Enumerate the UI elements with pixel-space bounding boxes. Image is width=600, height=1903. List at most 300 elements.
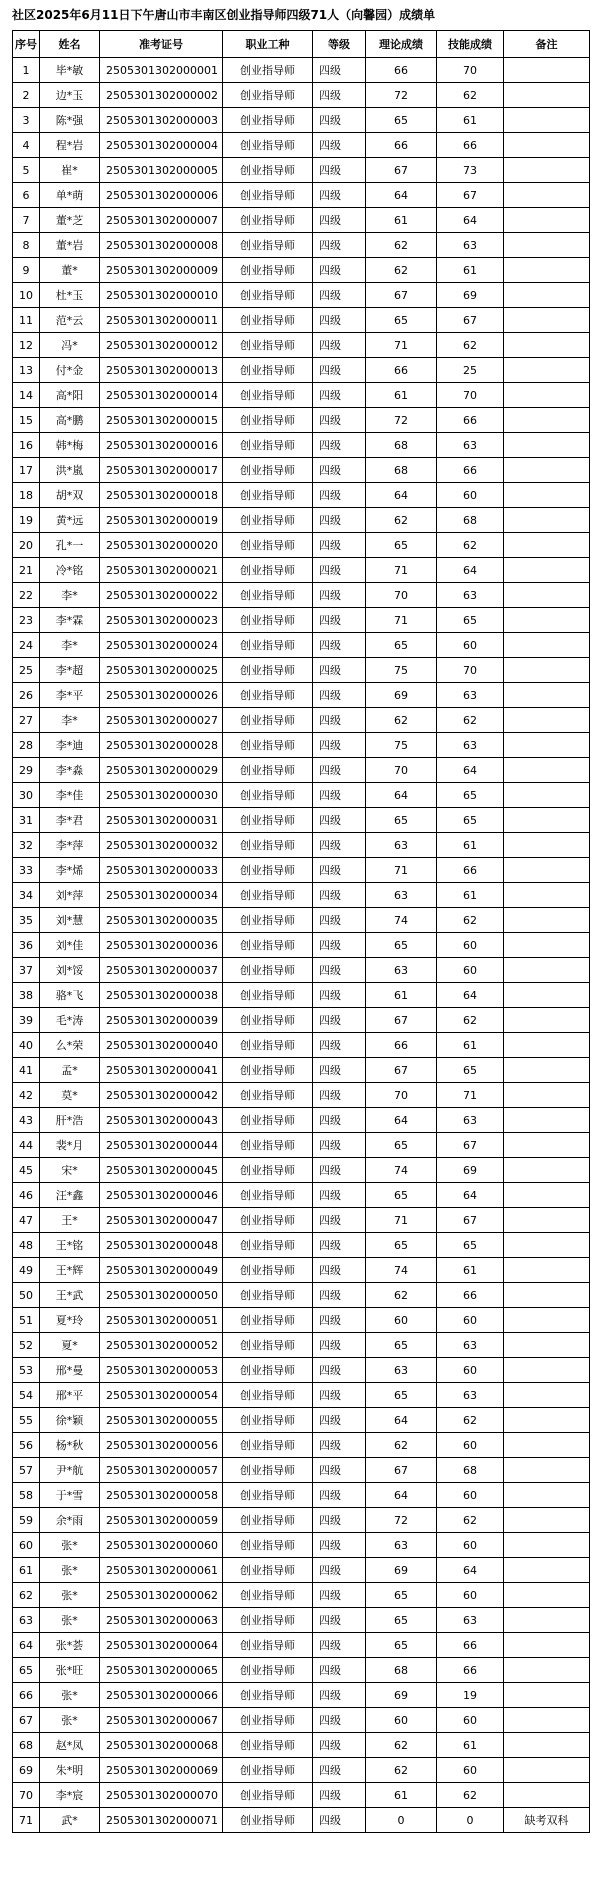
theory-score-cell: 0 xyxy=(366,1808,437,1833)
occupation-cell: 创业指导师 xyxy=(223,958,313,983)
theory-score-cell: 72 xyxy=(366,408,437,433)
seq-cell: 39 xyxy=(13,1008,40,1033)
table-row xyxy=(13,1233,590,1258)
occupation-cell: 创业指导师 xyxy=(223,408,313,433)
table-row xyxy=(13,308,590,333)
occupation-cell: 创业指导师 xyxy=(223,758,313,783)
theory-score-cell: 67 xyxy=(366,283,437,308)
name-cell: 李* xyxy=(40,708,100,733)
level-cell: 四级 xyxy=(313,1658,366,1683)
theory-score-cell: 66 xyxy=(366,1033,437,1058)
table-row xyxy=(13,1808,590,1833)
name-cell: 单*萌 xyxy=(40,183,100,208)
theory-score-cell: 65 xyxy=(366,633,437,658)
level-cell: 四级 xyxy=(313,408,366,433)
table-row xyxy=(13,433,590,458)
name-cell: 刘*萍 xyxy=(40,883,100,908)
ticket-number-cell: 2505301302000031 xyxy=(100,808,223,833)
ticket-number-cell: 2505301302000063 xyxy=(100,1608,223,1633)
table-row xyxy=(13,1383,590,1408)
level-cell: 四级 xyxy=(313,1433,366,1458)
remarks-cell xyxy=(504,883,590,908)
skill-score-cell: 64 xyxy=(437,208,504,233)
ticket-number-cell: 2505301302000066 xyxy=(100,1683,223,1708)
name-cell: 张* xyxy=(40,1558,100,1583)
level-cell: 四级 xyxy=(313,108,366,133)
ticket-number-cell: 2505301302000053 xyxy=(100,1358,223,1383)
theory-score-cell: 65 xyxy=(366,308,437,333)
seq-cell: 46 xyxy=(13,1183,40,1208)
table-row xyxy=(13,883,590,908)
skill-score-cell: 64 xyxy=(437,558,504,583)
theory-score-cell: 69 xyxy=(366,683,437,708)
level-cell: 四级 xyxy=(313,683,366,708)
name-header: 姓名 xyxy=(40,31,100,58)
name-cell: 韩*梅 xyxy=(40,433,100,458)
ticket-number-cell: 2505301302000017 xyxy=(100,458,223,483)
table-row xyxy=(13,1283,590,1308)
ticket-number-cell: 2505301302000055 xyxy=(100,1408,223,1433)
occupation-cell: 创业指导师 xyxy=(223,858,313,883)
ticket-number-cell: 2505301302000009 xyxy=(100,258,223,283)
table-row xyxy=(13,958,590,983)
remarks-cell xyxy=(504,1508,590,1533)
ticket-number-cell: 2505301302000036 xyxy=(100,933,223,958)
level-cell: 四级 xyxy=(313,958,366,983)
occupation-cell: 创业指导师 xyxy=(223,983,313,1008)
ticket-number-cell: 2505301302000029 xyxy=(100,758,223,783)
skill-score-cell: 60 xyxy=(437,633,504,658)
ticket-number-cell: 2505301302000033 xyxy=(100,858,223,883)
occupation-cell: 创业指导师 xyxy=(223,358,313,383)
occupation-cell: 创业指导师 xyxy=(223,708,313,733)
ticket-number-cell: 2505301302000052 xyxy=(100,1333,223,1358)
level-cell: 四级 xyxy=(313,708,366,733)
level-cell: 四级 xyxy=(313,1233,366,1258)
occupation-cell: 创业指导师 xyxy=(223,1083,313,1108)
level-cell: 四级 xyxy=(313,1308,366,1333)
occupation-cell: 创业指导师 xyxy=(223,1058,313,1083)
remarks-cell xyxy=(504,433,590,458)
remarks-cell xyxy=(504,683,590,708)
level-cell: 四级 xyxy=(313,58,366,83)
name-cell: 洪*嵐 xyxy=(40,458,100,483)
remarks-cell xyxy=(504,58,590,83)
name-cell: 王*武 xyxy=(40,1283,100,1308)
occupation-cell: 创业指导师 xyxy=(223,383,313,408)
remarks-cell xyxy=(504,308,590,333)
ticket-number-cell: 2505301302000065 xyxy=(100,1658,223,1683)
table-row xyxy=(13,1358,590,1383)
skill-score-cell: 73 xyxy=(437,158,504,183)
seq-cell: 52 xyxy=(13,1333,40,1358)
name-cell: 张* xyxy=(40,1683,100,1708)
level-cell: 四级 xyxy=(313,1383,366,1408)
level-cell: 四级 xyxy=(313,1558,366,1583)
remarks-cell: 缺考双科 xyxy=(504,1808,590,1833)
name-cell: 宋* xyxy=(40,1158,100,1183)
skill-score-cell: 70 xyxy=(437,658,504,683)
theory-score-cell: 71 xyxy=(366,558,437,583)
theory-score-cell: 71 xyxy=(366,858,437,883)
skill-score-cell: 62 xyxy=(437,533,504,558)
occupation-cell: 创业指导师 xyxy=(223,1508,313,1533)
theory-score-cell: 60 xyxy=(366,1708,437,1733)
level-cell: 四级 xyxy=(313,158,366,183)
ticket-number-cell: 2505301302000043 xyxy=(100,1108,223,1133)
occupation-cell: 创业指导师 xyxy=(223,1708,313,1733)
seq-cell: 51 xyxy=(13,1308,40,1333)
remarks-cell xyxy=(504,583,590,608)
seq-cell: 20 xyxy=(13,533,40,558)
seq-cell: 60 xyxy=(13,1533,40,1558)
level-cell: 四级 xyxy=(313,833,366,858)
skill-score-cell: 61 xyxy=(437,108,504,133)
ticket-number-cell: 2505301302000028 xyxy=(100,733,223,758)
theory-score-cell: 65 xyxy=(366,1133,437,1158)
skill-score-cell: 65 xyxy=(437,1233,504,1258)
name-cell: 邢*曼 xyxy=(40,1358,100,1383)
theory-score-cell: 63 xyxy=(366,833,437,858)
level-cell: 四级 xyxy=(313,433,366,458)
level-cell: 四级 xyxy=(313,1683,366,1708)
theory-score-cell: 74 xyxy=(366,1158,437,1183)
theory-score-cell: 63 xyxy=(366,1358,437,1383)
skill-score-cell: 0 xyxy=(437,1808,504,1833)
table-row xyxy=(13,633,590,658)
ticket-number-cell: 2505301302000044 xyxy=(100,1133,223,1158)
table-row xyxy=(13,483,590,508)
table-row xyxy=(13,58,590,83)
level-cell: 四级 xyxy=(313,1608,366,1633)
occupation-cell: 创业指导师 xyxy=(223,1383,313,1408)
skill-score-cell: 60 xyxy=(437,483,504,508)
occupation-cell: 创业指导师 xyxy=(223,1033,313,1058)
level-cell: 四级 xyxy=(313,333,366,358)
ticket-number-cell: 2505301302000048 xyxy=(100,1233,223,1258)
seq-cell: 61 xyxy=(13,1558,40,1583)
name-cell: 范*云 xyxy=(40,308,100,333)
ticket-number-cell: 2505301302000004 xyxy=(100,133,223,158)
name-cell: 程*岩 xyxy=(40,133,100,158)
level-cell: 四级 xyxy=(313,983,366,1008)
occupation-cell: 创业指导师 xyxy=(223,183,313,208)
occupation-cell: 创业指导师 xyxy=(223,833,313,858)
ticket-number-cell: 2505301302000002 xyxy=(100,83,223,108)
remarks-cell xyxy=(504,208,590,233)
seq-cell: 19 xyxy=(13,508,40,533)
ticket-number-cell: 2505301302000019 xyxy=(100,508,223,533)
seq-cell: 17 xyxy=(13,458,40,483)
theory-score-cell: 72 xyxy=(366,1508,437,1533)
name-cell: 裴*月 xyxy=(40,1133,100,1158)
occupation-cell: 创业指导师 xyxy=(223,283,313,308)
name-cell: 莫* xyxy=(40,1083,100,1108)
occupation-cell: 创业指导师 xyxy=(223,508,313,533)
theory-score-cell: 64 xyxy=(366,183,437,208)
skill-score-cell: 69 xyxy=(437,1158,504,1183)
remarks-cell xyxy=(504,908,590,933)
remarks-cell xyxy=(504,1033,590,1058)
skill-score-cell: 63 xyxy=(437,683,504,708)
theory-score-cell: 65 xyxy=(366,1608,437,1633)
theory-score-cell: 70 xyxy=(366,583,437,608)
occupation-cell: 创业指导师 xyxy=(223,658,313,683)
theory-score-cell: 62 xyxy=(366,708,437,733)
seq-cell: 63 xyxy=(13,1608,40,1633)
ticket-number-cell: 2505301302000062 xyxy=(100,1583,223,1608)
occupation-cell: 创业指导师 xyxy=(223,1483,313,1508)
skill-score-cell: 66 xyxy=(437,133,504,158)
seq-cell: 50 xyxy=(13,1283,40,1308)
level-cell: 四级 xyxy=(313,533,366,558)
theory-score-cell: 65 xyxy=(366,933,437,958)
name-cell: 李*迪 xyxy=(40,733,100,758)
remarks-cell xyxy=(504,1008,590,1033)
seq-cell: 65 xyxy=(13,1658,40,1683)
seq-cell: 35 xyxy=(13,908,40,933)
remarks-cell xyxy=(504,233,590,258)
skill-score-cell: 63 xyxy=(437,1333,504,1358)
remarks-cell xyxy=(504,183,590,208)
ticket-number-cell: 2505301302000027 xyxy=(100,708,223,733)
seq-cell: 22 xyxy=(13,583,40,608)
skill-score-cell: 62 xyxy=(437,333,504,358)
seq-cell: 69 xyxy=(13,1758,40,1783)
ticket-number-cell: 2505301302000032 xyxy=(100,833,223,858)
remarks-cell xyxy=(504,1258,590,1283)
occupation-cell: 创业指导师 xyxy=(223,433,313,458)
seq-cell: 58 xyxy=(13,1483,40,1508)
ticket-number-cell: 2505301302000022 xyxy=(100,583,223,608)
occupation-cell: 创业指导师 xyxy=(223,483,313,508)
seq-cell: 25 xyxy=(13,658,40,683)
name-cell: 董*芝 xyxy=(40,208,100,233)
occupation-cell: 创业指导师 xyxy=(223,1258,313,1283)
skill-score-cell: 66 xyxy=(437,858,504,883)
remarks-cell xyxy=(504,633,590,658)
skill-score-cell: 66 xyxy=(437,408,504,433)
skill-score-cell: 19 xyxy=(437,1683,504,1708)
ticket-number-cell: 2505301302000069 xyxy=(100,1758,223,1783)
skill-score-cell: 69 xyxy=(437,283,504,308)
table-row xyxy=(13,1658,590,1683)
remarks-cell xyxy=(504,933,590,958)
table-row xyxy=(13,1683,590,1708)
remarks-cell xyxy=(504,1233,590,1258)
table-row xyxy=(13,1033,590,1058)
level-cell: 四级 xyxy=(313,733,366,758)
name-cell: 胡*双 xyxy=(40,483,100,508)
skill-score-cell: 68 xyxy=(437,508,504,533)
occupation-cell: 创业指导师 xyxy=(223,258,313,283)
level-cell: 四级 xyxy=(313,1058,366,1083)
remarks-cell xyxy=(504,1733,590,1758)
skill-score-cell: 66 xyxy=(437,1283,504,1308)
ticket-number-cell: 2505301302000010 xyxy=(100,283,223,308)
seq-cell: 48 xyxy=(13,1233,40,1258)
name-cell: 赵*凤 xyxy=(40,1733,100,1758)
occupation-cell: 创业指导师 xyxy=(223,1758,313,1783)
remarks-cell xyxy=(504,1783,590,1808)
table-row xyxy=(13,1308,590,1333)
occupation-cell: 创业指导师 xyxy=(223,1208,313,1233)
seq-cell: 33 xyxy=(13,858,40,883)
ticket-number-cell: 2505301302000045 xyxy=(100,1158,223,1183)
remarks-cell xyxy=(504,108,590,133)
skill-score-cell: 70 xyxy=(437,58,504,83)
table-row xyxy=(13,83,590,108)
name-cell: 李*淼 xyxy=(40,758,100,783)
seq-cell: 26 xyxy=(13,683,40,708)
skill-score-cell: 63 xyxy=(437,1383,504,1408)
remarks-cell xyxy=(504,158,590,183)
table-row xyxy=(13,1558,590,1583)
ticket-number-cell: 2505301302000006 xyxy=(100,183,223,208)
name-cell: 邢*平 xyxy=(40,1383,100,1408)
level-cell: 四级 xyxy=(313,133,366,158)
ticket-number-cell: 2505301302000041 xyxy=(100,1058,223,1083)
skill-score-cell: 67 xyxy=(437,1133,504,1158)
level-header: 等级 xyxy=(313,31,366,58)
level-cell: 四级 xyxy=(313,1633,366,1658)
name-cell: 刘*慧 xyxy=(40,908,100,933)
seq-cell: 28 xyxy=(13,733,40,758)
seq-cell: 7 xyxy=(13,208,40,233)
level-cell: 四级 xyxy=(313,1108,366,1133)
skill-score-cell: 65 xyxy=(437,1058,504,1083)
table-row xyxy=(13,1458,590,1483)
level-cell: 四级 xyxy=(313,1708,366,1733)
theory-score-cell: 62 xyxy=(366,233,437,258)
theory-score-cell: 64 xyxy=(366,1408,437,1433)
ticket-number-cell: 2505301302000016 xyxy=(100,433,223,458)
level-cell: 四级 xyxy=(313,1408,366,1433)
theory-score-cell: 74 xyxy=(366,908,437,933)
remarks-cell xyxy=(504,1608,590,1633)
remarks-cell xyxy=(504,783,590,808)
occupation-cell: 创业指导师 xyxy=(223,108,313,133)
level-cell: 四级 xyxy=(313,1333,366,1358)
skill-score-cell: 60 xyxy=(437,1483,504,1508)
remarks-cell xyxy=(504,333,590,358)
remarks-cell xyxy=(504,1333,590,1358)
theory-score-cell: 71 xyxy=(366,333,437,358)
seq-cell: 10 xyxy=(13,283,40,308)
name-cell: 刘*佳 xyxy=(40,933,100,958)
ticket-number-cell: 2505301302000024 xyxy=(100,633,223,658)
seq-cell: 2 xyxy=(13,83,40,108)
skill-score-cell: 61 xyxy=(437,833,504,858)
name-cell: 张* xyxy=(40,1583,100,1608)
ticket-number-cell: 2505301302000030 xyxy=(100,783,223,808)
skill-score-cell: 62 xyxy=(437,1783,504,1808)
table-row xyxy=(13,658,590,683)
skill-score-cell: 25 xyxy=(437,358,504,383)
level-cell: 四级 xyxy=(313,1583,366,1608)
table-row xyxy=(13,358,590,383)
theory-score-cell: 67 xyxy=(366,1008,437,1033)
theory-score-cell: 63 xyxy=(366,883,437,908)
ticket-number-cell: 2505301302000039 xyxy=(100,1008,223,1033)
remarks-cell xyxy=(504,733,590,758)
level-cell: 四级 xyxy=(313,1008,366,1033)
seq-cell: 67 xyxy=(13,1708,40,1733)
remarks-cell xyxy=(504,833,590,858)
skill-score-cell: 67 xyxy=(437,308,504,333)
remarks-cell xyxy=(504,408,590,433)
level-cell: 四级 xyxy=(313,883,366,908)
table-row xyxy=(13,908,590,933)
table-row xyxy=(13,258,590,283)
ticket-number-cell: 2505301302000037 xyxy=(100,958,223,983)
occupation-cell: 创业指导师 xyxy=(223,608,313,633)
seq-cell: 5 xyxy=(13,158,40,183)
table-row xyxy=(13,408,590,433)
occupation-cell: 创业指导师 xyxy=(223,1608,313,1633)
remarks-cell xyxy=(504,1683,590,1708)
occupation-cell: 创业指导师 xyxy=(223,733,313,758)
seq-cell: 30 xyxy=(13,783,40,808)
table-row xyxy=(13,233,590,258)
skill-score-cell: 67 xyxy=(437,1208,504,1233)
skill-score-cell: 60 xyxy=(437,1708,504,1733)
table-row xyxy=(13,1733,590,1758)
remarks-cell xyxy=(504,83,590,108)
name-cell: 夏* xyxy=(40,1333,100,1358)
table-row xyxy=(13,683,590,708)
name-cell: 朱*明 xyxy=(40,1758,100,1783)
seq-cell: 44 xyxy=(13,1133,40,1158)
occupation-cell: 创业指导师 xyxy=(223,1458,313,1483)
remarks-cell xyxy=(504,1383,590,1408)
table-row xyxy=(13,1533,590,1558)
name-cell: 毕*敏 xyxy=(40,58,100,83)
remarks-cell xyxy=(504,383,590,408)
name-cell: 张*荟 xyxy=(40,1633,100,1658)
theory-score-cell: 71 xyxy=(366,608,437,633)
remarks-cell xyxy=(504,1133,590,1158)
occupation-cell: 创业指导师 xyxy=(223,1558,313,1583)
theory-score-cell: 65 xyxy=(366,808,437,833)
occupation-cell: 创业指导师 xyxy=(223,883,313,908)
skill-score-cell: 65 xyxy=(437,608,504,633)
level-cell: 四级 xyxy=(313,1258,366,1283)
level-cell: 四级 xyxy=(313,458,366,483)
skill-score-cell: 63 xyxy=(437,583,504,608)
name-cell: 徐*颖 xyxy=(40,1408,100,1433)
seq-cell: 66 xyxy=(13,1683,40,1708)
occupation-cell: 创业指导师 xyxy=(223,333,313,358)
name-cell: 冷*铭 xyxy=(40,558,100,583)
table-row xyxy=(13,1183,590,1208)
theory-score-cell: 64 xyxy=(366,1483,437,1508)
seq-cell: 62 xyxy=(13,1583,40,1608)
theory-score-cell: 63 xyxy=(366,958,437,983)
level-cell: 四级 xyxy=(313,858,366,883)
level-cell: 四级 xyxy=(313,1783,366,1808)
ticket-number-cell: 2505301302000061 xyxy=(100,1558,223,1583)
occupation-cell: 创业指导师 xyxy=(223,583,313,608)
level-cell: 四级 xyxy=(313,1758,366,1783)
seq-cell: 45 xyxy=(13,1158,40,1183)
table-row xyxy=(13,608,590,633)
occupation-cell: 创业指导师 xyxy=(223,1408,313,1433)
level-cell: 四级 xyxy=(313,183,366,208)
seq-cell: 71 xyxy=(13,1808,40,1833)
ticket-number-cell: 2505301302000023 xyxy=(100,608,223,633)
seq-cell: 47 xyxy=(13,1208,40,1233)
